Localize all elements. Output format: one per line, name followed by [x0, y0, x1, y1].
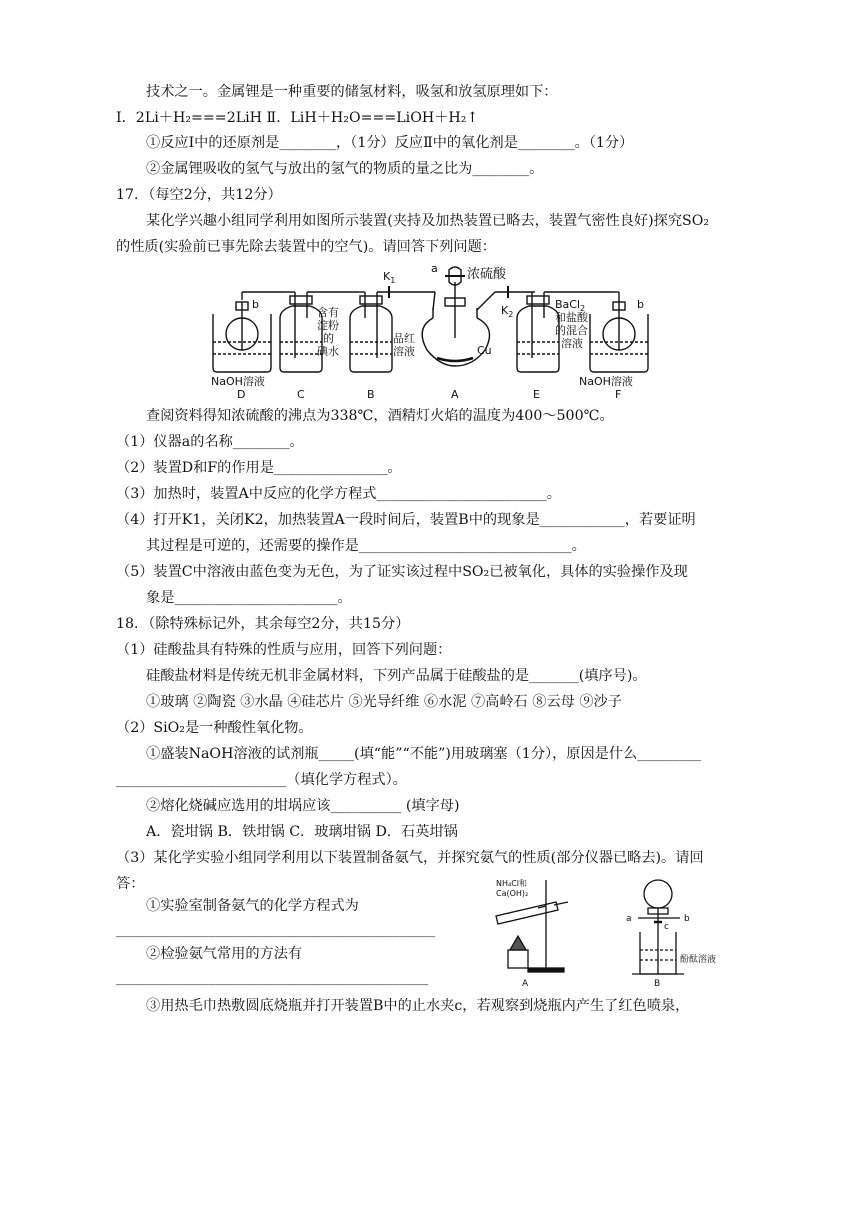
- label-bacl2-4: 溶液: [561, 337, 583, 350]
- question-line: （1）硅酸盐具有特殊的性质与应用，回答下列问题：: [116, 642, 452, 658]
- text-line: 技术之一。金属锂是一种重要的储氢材料，吸氢和放氢原理如下：: [146, 84, 558, 100]
- question-line: （3）某化学实验小组同学利用以下装置制备氨气，并探究氨气的性质(部分仪器已略去)。请回: [116, 850, 704, 866]
- label-f: F: [615, 388, 622, 398]
- label-iodine-2: 淀粉: [317, 319, 339, 332]
- question-line: ①实验室制备氨气的化学方程式为: [146, 898, 359, 914]
- text-line: 某化学兴趣小组同学利用如图所示装置(夹持及加热装置已略去，装置气密性良好)探究SO₂: [146, 213, 710, 229]
- text-line: 查阅资料得知浓硫酸的沸点为338℃，酒精灯火焰的温度为400～500℃。: [146, 408, 614, 424]
- bottle-c: [280, 292, 359, 372]
- ammonia-apparatus-figure: [488, 872, 758, 990]
- question-heading: 18．（除特殊标记外，其余每空2分，共15分）: [116, 616, 410, 632]
- label-phenolphthalein: 酚酞溶液: [680, 955, 717, 965]
- options-line: ①玻璃 ②陶瓷 ③水晶 ④硅芯片 ⑤光导纤维 ⑥水泥 ⑦高岭石 ⑧云母 ⑨沙子: [146, 694, 622, 710]
- label-c: C: [297, 388, 305, 398]
- question-line: （4）打开K1，关闭K2，加热装置A一段时间后，装置B中的现象是____________，若要证明: [116, 512, 696, 528]
- question-line: （2）SiO₂是一种酸性氧化物。: [116, 720, 313, 736]
- answer-blank: ____________________________________________: [116, 970, 429, 986]
- label-c: c: [664, 922, 669, 932]
- question-line: （1）仪器a的名称________。: [116, 434, 304, 450]
- question-line: 答：: [116, 876, 145, 892]
- label-iodine-3: 的: [323, 332, 334, 345]
- so2-apparatus-figure: [205, 258, 665, 398]
- label-pinhong-2: 溶液: [393, 345, 415, 358]
- question-line: ________________________（填化学方程式）。: [116, 772, 407, 788]
- label-cu: Cu: [477, 344, 492, 357]
- label-iodine-1: 含有: [317, 306, 339, 319]
- label-a: a: [626, 914, 632, 924]
- label-naoh-left: NaOH溶液: [211, 375, 265, 388]
- question-line: （2）装置D和F的作用是________________。: [116, 460, 402, 476]
- question-line: ②熔化烧碱应选用的坩埚应该__________ (填字母): [146, 798, 460, 814]
- label-k1: $K_1$: [383, 270, 396, 285]
- label-a: a: [431, 262, 438, 275]
- answer-blank: _____________________________________________: [116, 922, 436, 938]
- label-apparatus-b: B: [654, 979, 661, 989]
- question-line: ③用热毛巾热敷圆底烧瓶并打开装置B中的止水夹c，若观察到烧瓶内产生了红色喷泉，: [146, 998, 690, 1014]
- question-line: ②金属锂吸收的氢气与放出的氢气的物质的量之比为________。: [146, 161, 544, 177]
- label-bacl2-2: 和盐酸: [555, 311, 588, 324]
- apparatus-b: [632, 880, 684, 974]
- label-b-right: b: [637, 298, 644, 311]
- label-d: D: [237, 388, 246, 398]
- question-line: ②检验氨气常用的方法有: [146, 946, 303, 962]
- label-bacl2-3: 的混合: [555, 324, 588, 337]
- label-e: E: [533, 388, 540, 398]
- label-naoh-right: NaOH溶液: [579, 375, 633, 388]
- label-bacl2-1: BaCl$_2$: [555, 298, 586, 313]
- question-line: 硅酸盐材料是传统无机非金属材料，下列产品属于硅酸盐的是_______(填序号)。: [146, 668, 647, 684]
- label-b-left: b: [252, 298, 259, 311]
- label-reagent-2: Ca(OH)₂: [496, 889, 529, 898]
- label-a-apparatus: A: [451, 388, 459, 398]
- question-line: （3）加热时，装置A中反应的化学方程式________________________。: [116, 486, 561, 502]
- options-line: A．瓷坩锅 B．铁坩锅 C．玻璃坩锅 D．石英坩锅: [146, 824, 458, 840]
- text-line: 的性质(实验前已事先除去装置中的空气)。请回答下列问题：: [116, 239, 496, 255]
- question-line: ①盛装NaOH溶液的试剂瓶_____(填“能”“不能”)用玻璃塞（1分），原因是什么_________: [146, 746, 702, 762]
- equation-line: Ⅰ．2Li＋H₂===2LiH Ⅱ．LiH＋H₂O===LiOH＋H₂↑: [116, 110, 479, 126]
- question-line: 其过程是可逆的，还需要的操作是______________________________。: [146, 538, 586, 554]
- label-reagent-1: NH₄Cl和: [496, 879, 528, 888]
- question-heading: 17．（每空2分，共12分）: [116, 187, 282, 203]
- question-line: （5）装置C中溶液由蓝色变为无色，为了证实该过程中SO₂已被氧化，具体的实验操作及现: [116, 564, 688, 580]
- label-b: B: [367, 388, 375, 398]
- label-iodine-4: 碘水: [317, 345, 339, 358]
- label-apparatus-a: A: [522, 979, 529, 989]
- label-b: b: [684, 914, 690, 924]
- question-line: ①反应Ⅰ中的还原剂是________，（1分）反应Ⅱ中的氧化剂是________。（1分）: [146, 135, 634, 151]
- beaker-d: [213, 292, 287, 372]
- label-conc-h2so4: 浓硫酸: [467, 267, 507, 282]
- label-pinhong-1: 品红: [393, 332, 415, 345]
- label-k2: $K_2$: [501, 304, 514, 319]
- question-line: 象是_______________________。: [146, 590, 352, 606]
